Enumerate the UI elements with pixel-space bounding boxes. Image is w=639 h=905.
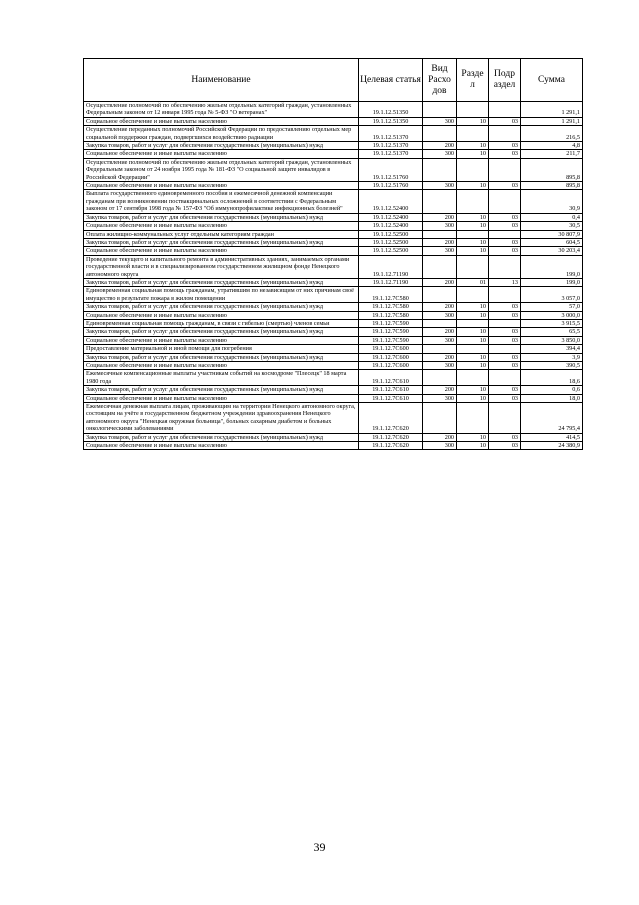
cell-sum: 199,0 (521, 255, 583, 278)
cell-article: 19.1.12.71190 (359, 278, 423, 286)
cell-vid: 200 (423, 328, 457, 336)
cell-sum: 0,4 (521, 213, 583, 221)
cell-vid (423, 126, 457, 142)
cell-vid: 300 (423, 336, 457, 344)
cell-vid: 200 (423, 213, 457, 221)
cell-name: Ежемесячные компенсационные выплаты участникам событий на космодроме "Плесецк" 18 марта 1980 года (84, 370, 359, 386)
cell-sum: 30,5 (521, 222, 583, 230)
cell-article: 19.1.12.7С580 (359, 287, 423, 303)
cell-vid (423, 370, 457, 386)
cell-vid (423, 230, 457, 238)
cell-vid (423, 190, 457, 213)
header-vid: Вид Расхо дов (423, 59, 457, 102)
cell-name: Единовременная социальная помощь гражданам, в связи с гибелью (смертью) членов семьи (84, 319, 359, 327)
cell-name: Оплата жилищно-коммунальных услуг отдельным категориям граждан (84, 230, 359, 238)
cell-sum: 3 057,0 (521, 287, 583, 303)
cell-razdel: 10 (457, 150, 489, 158)
table-row (84, 370, 583, 386)
cell-sum: 604,5 (521, 238, 583, 246)
cell-razdel: 10 (457, 213, 489, 221)
cell-vid: 300 (423, 442, 457, 450)
cell-podrazdel: 03 (489, 433, 521, 441)
table-row (84, 328, 583, 336)
cell-vid: 200 (423, 353, 457, 361)
cell-article: 19.1.12.7С610 (359, 370, 423, 386)
cell-sum: 3 850,0 (521, 336, 583, 344)
cell-podrazdel (489, 370, 521, 386)
cell-podrazdel: 03 (489, 182, 521, 190)
cell-vid: 300 (423, 311, 457, 319)
cell-vid: 200 (423, 433, 457, 441)
cell-name: Осуществление переданных полномочий Российской Федерации по предоставлению отдельных мер социальной поддержки граждан, подвергшихся воздействию радиации (84, 126, 359, 142)
cell-sum: 1 291,1 (521, 102, 583, 118)
cell-sum: 394,4 (521, 345, 583, 353)
cell-name: Закупка товаров, работ и услуг для обеспечения государственных (муниципальных) нужд (84, 238, 359, 246)
cell-name: Проведение текущего и капитального ремонта в административных зданиях, занимаемых органами государственной власти и в специализированном государственном жилищном фонде Ненецкого автономного округа (84, 255, 359, 278)
cell-name: Закупка товаров, работ и услуг для обеспечения государственных (муниципальных) нужд (84, 353, 359, 361)
cell-razdel (457, 190, 489, 213)
cell-vid (423, 255, 457, 278)
cell-podrazdel (489, 255, 521, 278)
table-row (84, 362, 583, 370)
table-row (84, 442, 583, 450)
cell-name: Закупка товаров, работ и услуг для обеспечения государственных (муниципальных) нужд (84, 142, 359, 150)
cell-article: 19.1.12.7С600 (359, 362, 423, 370)
cell-article: 19.1.12.7С620 (359, 433, 423, 441)
cell-razdel: 10 (457, 433, 489, 441)
cell-podrazdel (489, 403, 521, 434)
cell-article: 19.1.12.51370 (359, 126, 423, 142)
cell-podrazdel: 03 (489, 362, 521, 370)
cell-vid: 300 (423, 222, 457, 230)
cell-name: Социальное обеспечение и иные выплаты населению (84, 117, 359, 125)
cell-sum: 18,6 (521, 370, 583, 386)
table-row (84, 433, 583, 441)
cell-podrazdel: 13 (489, 278, 521, 286)
table-row (84, 222, 583, 230)
cell-vid (423, 403, 457, 434)
cell-sum: 414,5 (521, 433, 583, 441)
table-row (84, 278, 583, 286)
cell-article: 19.1.12.7С580 (359, 303, 423, 311)
cell-razdel: 10 (457, 353, 489, 361)
page-number: 39 (313, 840, 326, 854)
cell-vid (423, 287, 457, 303)
table-row (84, 102, 583, 118)
cell-article: 19.1.12.51370 (359, 150, 423, 158)
table-row (84, 126, 583, 142)
cell-razdel (457, 102, 489, 118)
cell-podrazdel (489, 102, 521, 118)
cell-podrazdel: 03 (489, 328, 521, 336)
cell-sum: 18,0 (521, 394, 583, 402)
cell-podrazdel: 03 (489, 213, 521, 221)
cell-sum: 30,9 (521, 190, 583, 213)
cell-razdel: 10 (457, 247, 489, 255)
cell-razdel: 10 (457, 362, 489, 370)
cell-article: 19.1.12.52400 (359, 190, 423, 213)
cell-sum: 0,6 (521, 386, 583, 394)
cell-podrazdel: 03 (489, 222, 521, 230)
cell-vid: 300 (423, 247, 457, 255)
cell-article: 19.1.12.52500 (359, 247, 423, 255)
table-row (84, 247, 583, 255)
cell-sum: 3 000,0 (521, 311, 583, 319)
cell-article: 19.1.12.7С600 (359, 353, 423, 361)
cell-razdel: 10 (457, 182, 489, 190)
table-row (84, 319, 583, 327)
cell-razdel (457, 230, 489, 238)
cell-podrazdel: 03 (489, 238, 521, 246)
cell-name: Осуществление полномочий по обеспечению жильем отдельных категорий граждан, установленных Федеральным законом от 12 января 1995 года № 5-ФЗ "О ветеранах" (84, 102, 359, 118)
table-row (84, 150, 583, 158)
cell-sum: 211,7 (521, 150, 583, 158)
cell-podrazdel: 03 (489, 442, 521, 450)
table-row (84, 311, 583, 319)
cell-podrazdel: 03 (489, 311, 521, 319)
cell-sum: 3,9 (521, 353, 583, 361)
cell-name: Закупка товаров, работ и услуг для обеспечения государственных (муниципальных) нужд (84, 386, 359, 394)
cell-name: Социальное обеспечение и иные выплаты населению (84, 222, 359, 230)
cell-razdel (457, 403, 489, 434)
header-razdel: Разде л (457, 59, 489, 102)
table-row (84, 287, 583, 303)
cell-article: 19.1.12.7С620 (359, 403, 423, 434)
table-row (84, 238, 583, 246)
cell-vid (423, 158, 457, 181)
cell-razdel: 10 (457, 336, 489, 344)
budget-table (83, 58, 583, 450)
cell-article: 19.1.12.52500 (359, 230, 423, 238)
cell-sum: 895,8 (521, 158, 583, 181)
cell-razdel: 10 (457, 222, 489, 230)
cell-podrazdel: 03 (489, 150, 521, 158)
table-row (84, 255, 583, 278)
cell-vid: 200 (423, 386, 457, 394)
cell-name: Предоставление материальной и иной помощи для погребения (84, 345, 359, 353)
table-row (84, 345, 583, 353)
cell-article: 19.1.12.7С610 (359, 394, 423, 402)
cell-name: Социальное обеспечение и иные выплаты населению (84, 394, 359, 402)
header-podrazdel: Подр аздел (489, 59, 521, 102)
table-row (84, 403, 583, 434)
cell-sum: 895,8 (521, 182, 583, 190)
table-row (84, 213, 583, 221)
cell-vid: 200 (423, 303, 457, 311)
cell-name: Закупка товаров, работ и услуг для обеспечения государственных (муниципальных) нужд (84, 433, 359, 441)
cell-article: 19.1.12.52500 (359, 238, 423, 246)
cell-article: 19.1.12.71190 (359, 255, 423, 278)
cell-sum: 199,0 (521, 278, 583, 286)
cell-podrazdel (489, 158, 521, 181)
cell-name: Ежемесячная денежная выплата лицам, проживающим на территории Ненецкого автономного округа, состоящим на учёте в государственном бюджетном учреждении здравоохранения Ненецкого автономного округа "Ненецкая окружная больница", больных сахарным диабетом и больных онкологическими заболеваниями (84, 403, 359, 434)
cell-article: 19.1.12.52400 (359, 213, 423, 221)
cell-name: Социальное обеспечение и иные выплаты населению (84, 336, 359, 344)
cell-vid: 300 (423, 394, 457, 402)
cell-vid: 200 (423, 278, 457, 286)
table-row (84, 336, 583, 344)
cell-podrazdel: 03 (489, 142, 521, 150)
table-row (84, 230, 583, 238)
cell-vid (423, 102, 457, 118)
header-article: Целевая статья (359, 59, 423, 102)
cell-podrazdel (489, 287, 521, 303)
table-header-row (84, 59, 583, 102)
cell-vid (423, 345, 457, 353)
cell-podrazdel (489, 230, 521, 238)
cell-vid (423, 319, 457, 327)
table-row (84, 190, 583, 213)
cell-article: 19.1.12.51370 (359, 142, 423, 150)
cell-razdel: 10 (457, 442, 489, 450)
cell-sum: 216,5 (521, 126, 583, 142)
cell-article: 19.1.12.52400 (359, 222, 423, 230)
cell-podrazdel (489, 126, 521, 142)
cell-razdel (457, 255, 489, 278)
cell-razdel: 10 (457, 328, 489, 336)
cell-razdel (457, 370, 489, 386)
cell-name: Выплата государственного единовременного пособия и ежемесячной денежной компенсации гражданам при возникновении поствакцинальных осложнений в соответствии с Федеральным законом от 17 сентября 1998 года № 157-ФЗ "Об иммунопрофилактике инфекционных болезней" (84, 190, 359, 213)
cell-sum: 390,5 (521, 362, 583, 370)
cell-article: 19.1.12.51350 (359, 102, 423, 118)
cell-razdel (457, 126, 489, 142)
cell-razdel: 10 (457, 117, 489, 125)
cell-razdel: 10 (457, 142, 489, 150)
table-row (84, 353, 583, 361)
cell-razdel: 10 (457, 238, 489, 246)
table-row (84, 182, 583, 190)
cell-name: Социальное обеспечение и иные выплаты населению (84, 247, 359, 255)
table-row (84, 303, 583, 311)
cell-article: 19.1.12.7С590 (359, 336, 423, 344)
cell-article: 19.1.12.7С620 (359, 442, 423, 450)
cell-name: Социальное обеспечение и иные выплаты населению (84, 442, 359, 450)
cell-sum: 3 915,5 (521, 319, 583, 327)
cell-razdel: 10 (457, 311, 489, 319)
cell-razdel (457, 287, 489, 303)
cell-article: 19.1.12.51760 (359, 158, 423, 181)
cell-podrazdel: 03 (489, 303, 521, 311)
cell-podrazdel (489, 319, 521, 327)
table-body (84, 102, 583, 450)
cell-article: 19.1.12.7С590 (359, 319, 423, 327)
cell-sum: 30 807,9 (521, 230, 583, 238)
cell-razdel: 01 (457, 278, 489, 286)
cell-sum: 30 203,4 (521, 247, 583, 255)
cell-article: 19.1.12.7С610 (359, 386, 423, 394)
cell-sum: 57,0 (521, 303, 583, 311)
table-row (84, 386, 583, 394)
cell-sum: 24 795,4 (521, 403, 583, 434)
cell-vid: 300 (423, 182, 457, 190)
table-row (84, 394, 583, 402)
cell-podrazdel: 03 (489, 386, 521, 394)
table-row (84, 117, 583, 125)
cell-sum: 1 291,1 (521, 117, 583, 125)
cell-article: 19.1.12.7С590 (359, 328, 423, 336)
cell-name: Социальное обеспечение и иные выплаты населению (84, 182, 359, 190)
cell-vid: 300 (423, 150, 457, 158)
cell-name: Социальное обеспечение и иные выплаты населению (84, 362, 359, 370)
cell-name: Социальное обеспечение и иные выплаты населению (84, 150, 359, 158)
cell-razdel (457, 345, 489, 353)
cell-sum: 4,8 (521, 142, 583, 150)
cell-razdel: 10 (457, 303, 489, 311)
cell-article: 19.1.12.51350 (359, 117, 423, 125)
cell-vid: 200 (423, 142, 457, 150)
cell-name: Единовременная социальная помощь гражданам, утратившим по независящим от них причинам своё имущество в результате пожара в жилом помещении (84, 287, 359, 303)
cell-podrazdel (489, 190, 521, 213)
cell-podrazdel (489, 345, 521, 353)
cell-podrazdel: 03 (489, 117, 521, 125)
cell-article: 19.1.12.7С580 (359, 311, 423, 319)
cell-vid: 200 (423, 238, 457, 246)
cell-razdel: 10 (457, 394, 489, 402)
cell-name: Закупка товаров, работ и услуг для обеспечения государственных (муниципальных) нужд (84, 278, 359, 286)
table-row (84, 142, 583, 150)
cell-vid: 300 (423, 117, 457, 125)
cell-podrazdel: 03 (489, 353, 521, 361)
table-row (84, 158, 583, 181)
cell-sum: 65,5 (521, 328, 583, 336)
cell-podrazdel: 03 (489, 247, 521, 255)
cell-vid: 300 (423, 362, 457, 370)
cell-article: 19.1.12.51760 (359, 182, 423, 190)
cell-razdel (457, 319, 489, 327)
header-sum: Сумма (521, 59, 583, 102)
cell-podrazdel: 03 (489, 336, 521, 344)
cell-name: Закупка товаров, работ и услуг для обеспечения государственных (муниципальных) нужд (84, 303, 359, 311)
cell-podrazdel: 03 (489, 394, 521, 402)
cell-article: 19.1.12.7С600 (359, 345, 423, 353)
cell-razdel: 10 (457, 386, 489, 394)
cell-sum: 24 380,9 (521, 442, 583, 450)
cell-name: Закупка товаров, работ и услуг для обеспечения государственных (муниципальных) нужд (84, 213, 359, 221)
cell-razdel (457, 158, 489, 181)
cell-name: Социальное обеспечение и иные выплаты населению (84, 311, 359, 319)
header-name: Наименование (84, 59, 359, 102)
cell-name: Закупка товаров, работ и услуг для обеспечения государственных (муниципальных) нужд (84, 328, 359, 336)
cell-name: Осуществление полномочий по обеспечению жильем отдельных категорий граждан, установленных Федеральным законом от 24 ноября 1995 года № 181-ФЗ "О социальной защите инвалидов в Российской Федерации" (84, 158, 359, 181)
